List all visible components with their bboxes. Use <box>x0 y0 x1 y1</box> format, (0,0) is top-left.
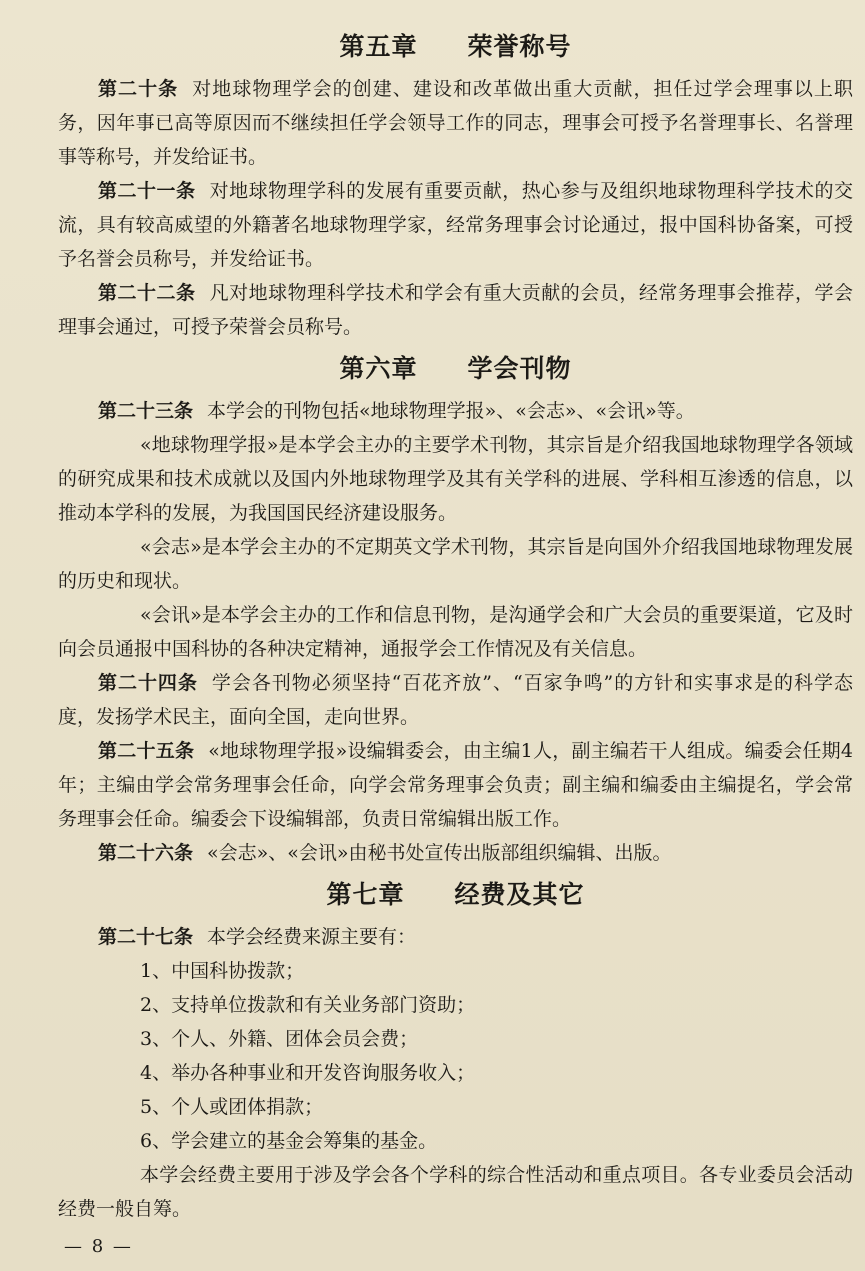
article-26-text: «会志»、«会讯»由秘书处宣传出版部组织编辑、出版。 <box>207 842 672 864</box>
article-25 <box>58 734 853 836</box>
article-27 <box>58 920 853 954</box>
article-25-text: «地球物理学报»设编辑委会，由主编1人，副主编若干人组成。编委会任期4年；主编由学会常务理事会任命，向学会常务理事会负责；副主编和编委由主编提名，学会常务理事会任命。编委会下设编辑部，负责日常编辑出版工作。 <box>58 740 853 830</box>
article-24-label: 第二十四条 <box>98 672 198 694</box>
funding-item-4: 4、举办各种事业和开发咨询服务收入； <box>140 1062 476 1084</box>
article-21 <box>58 174 853 276</box>
chapter-7-heading <box>58 870 853 920</box>
article-27-label: 第二十七条 <box>98 926 194 948</box>
chapter-5-heading <box>58 22 853 72</box>
chapter-6-title: 学会刊物 <box>467 354 572 383</box>
article-22 <box>58 276 853 344</box>
page-content <box>58 22 853 1226</box>
chapter-7-title: 经费及其它 <box>454 880 585 909</box>
article-20-label: 第二十条 <box>98 78 179 100</box>
chapter-5-title: 荣誉称号 <box>467 32 572 61</box>
chapter-6-heading <box>58 344 853 394</box>
article-21-text: 对地球物理学科的发展有重要贡献，热心参与及组织地球物理科学技术的交流，具有较高威望的外籍著名地球物理学家，经常务理事会讨论通过，报中国科协备案，可授予名誉会员称号，并发给证书。 <box>58 180 853 270</box>
chapter-6-number: 第六章 <box>339 354 418 383</box>
journal-paragraph-3: «会讯»是本学会主办的工作和信息刊物，是沟通学会和广大会员的重要渠道，它及时向会员通报中国科协的各种决定精神，通报学会工作情况及有关信息。 <box>58 604 853 660</box>
article-22-text: 凡对地球物理科学技术和学会有重大贡献的会员，经常务理事会推荐，学会理事会通过，可授予荣誉会员称号。 <box>58 282 853 338</box>
article-24-text: 学会各刊物必须坚持“百花齐放”、“百家争鸣”的方针和实事求是的科学态度，发扬学术民主，面向全国，走向世界。 <box>58 672 853 728</box>
page-number: — 8 — <box>64 1236 133 1257</box>
article-23-text: 本学会的刊物包括«地球物理学报»、«会志»、«会讯»等。 <box>207 400 695 422</box>
article-26 <box>58 836 853 870</box>
funding-item-1: 1、中国科协拨款； <box>140 960 305 982</box>
article-21-label: 第二十一条 <box>98 180 196 202</box>
funding-item-3: 3、个人、外籍、团体会员会费； <box>140 1028 419 1050</box>
funding-closing-paragraph: 本学会经费主要用于涉及学会各个学科的综合性活动和重点项目。各专业委员会活动经费一般自筹。 <box>58 1164 853 1220</box>
funding-item-2: 2、支持单位拨款和有关业务部门资助； <box>140 994 476 1016</box>
article-20 <box>58 72 853 174</box>
article-22-label: 第二十二条 <box>98 282 196 304</box>
chapter-5-number: 第五章 <box>339 32 418 61</box>
article-25-label: 第二十五条 <box>98 740 195 762</box>
journal-paragraph-1: «地球物理学报»是本学会主办的主要学术刊物，其宗旨是介绍我国地球物理学各领域的研究成果和技术成就以及国内外地球物理学及其有关学科的进展、学科相互渗透的信息，以推动本学科的发展，为我国国民经济建设服务。 <box>58 434 853 524</box>
article-20-text: 对地球物理学会的创建、建设和改革做出重大贡献，担任过学会理事以上职务，因年事已高等原因而不继续担任学会领导工作的同志，理事会可授予名誉理事长、名誉理事等称号，并发给证书。 <box>58 78 853 168</box>
funding-item-6: 6、学会建立的基金会筹集的基金。 <box>140 1130 438 1152</box>
article-23-label: 第二十三条 <box>98 400 194 422</box>
article-24 <box>58 666 853 734</box>
chapter-7-number: 第七章 <box>326 880 405 909</box>
funding-item-5: 5、个人或团体捐款； <box>140 1096 324 1118</box>
journal-paragraph-2: «会志»是本学会主办的不定期英文学术刊物，其宗旨是向国外介绍我国地球物理发展的历史和现状。 <box>58 536 853 592</box>
article-23 <box>58 394 853 428</box>
article-26-label: 第二十六条 <box>98 842 194 864</box>
article-27-text: 本学会经费来源主要有： <box>207 926 417 948</box>
